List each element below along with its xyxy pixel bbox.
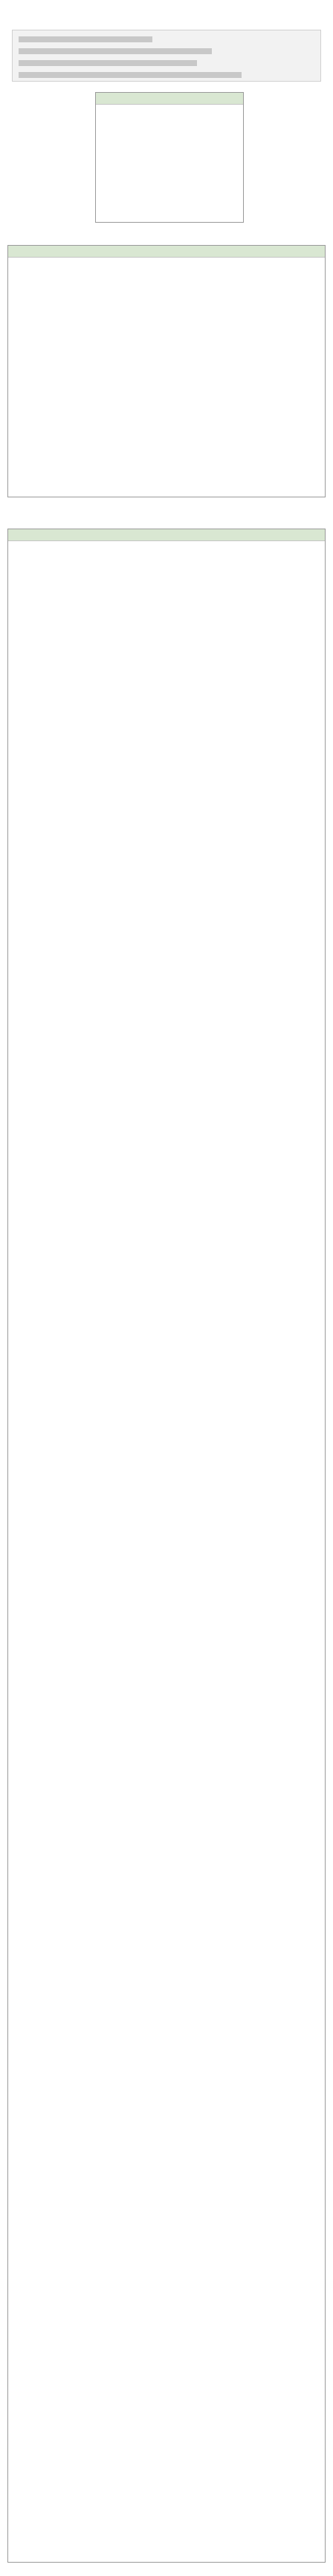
award-summary-table <box>95 92 244 223</box>
text-line <box>19 48 212 54</box>
text-line <box>19 72 242 78</box>
table-row <box>96 93 243 105</box>
award-winners-table <box>7 245 326 497</box>
organizer-info <box>12 30 321 82</box>
selected-entries-table <box>7 529 326 2563</box>
text-line <box>19 60 197 66</box>
text-line <box>19 36 152 42</box>
table-row <box>8 246 325 258</box>
table-row <box>8 529 325 541</box>
